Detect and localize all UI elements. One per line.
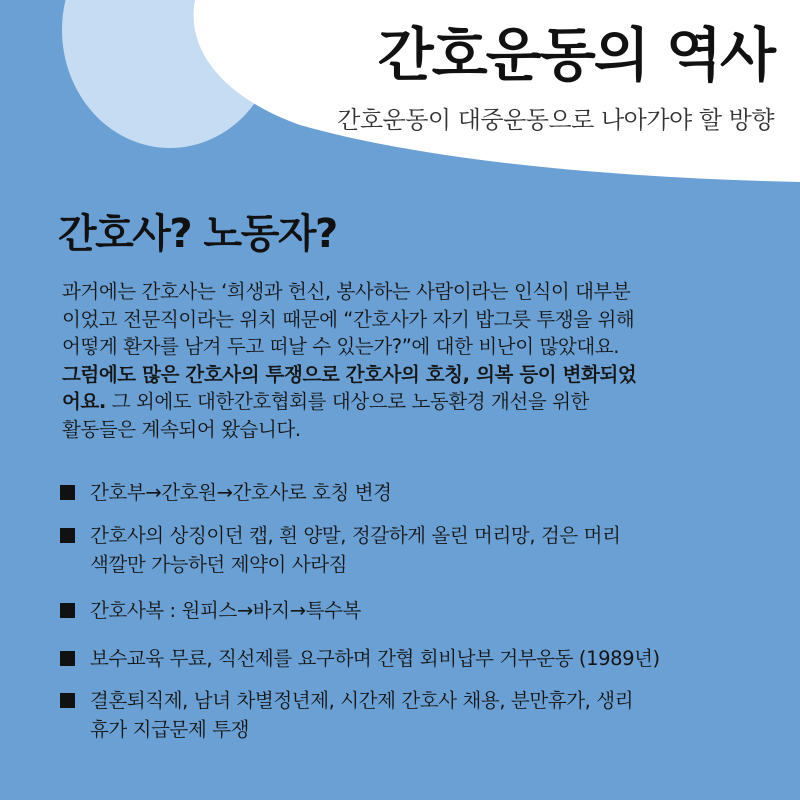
intro-line: 과거에는 간호사는 ‘희생과 헌신, 봉사하는 사람이라는 인식이 대부분	[62, 280, 631, 303]
section-heading: 간호사? 노동자?	[58, 211, 337, 257]
list-item-text	[90, 596, 361, 625]
page-title: 간호운동의 역사	[377, 21, 774, 89]
list-item-text	[90, 521, 621, 579]
intro-line	[62, 361, 738, 389]
list-item-text	[90, 644, 660, 673]
list-item-line: 보수교육 무료, 직선제를 요구하며 간협 회비납부 거부운동 (1989년)	[90, 647, 660, 670]
square-bullet-icon	[60, 603, 75, 618]
list-item-line: 간호부→간호원→간호사로 호칭 변경	[90, 481, 392, 504]
intro-line	[62, 388, 738, 416]
list-item-line: 결혼퇴직제, 남녀 차별정년제, 시간제 간호사 채용, 분만휴가, 생리	[90, 689, 634, 712]
square-bullet-icon	[60, 693, 75, 708]
intro-line: 이었고 전문직이라는 위치 때문에 “간호사가 자기 밥그릇 투쟁을 위해	[62, 307, 635, 331]
square-bullet-icon	[60, 651, 75, 666]
intro-line: 활동들은 계속되어 왔습니다.	[62, 417, 301, 441]
list-item-line: 휴가 지급문제 투쟁	[90, 718, 250, 741]
intro-paragraph	[62, 278, 738, 443]
intro-bold-text: 어요.	[62, 390, 106, 413]
list-item-text	[90, 478, 392, 507]
page-subtitle: 간호운동이 대중운동으로 나아가야 할 방향	[337, 106, 774, 134]
square-bullet-icon	[60, 485, 75, 500]
list-item-line: 간호사복 : 원피스→바지→특수복	[90, 599, 361, 622]
list-item-line: 간호사의 상징이던 캡, 흰 양말, 정갈하게 올린 머리망, 검은 머리	[90, 524, 621, 547]
list-item-line: 색깔만 가능하던 제약이 사라짐	[90, 553, 348, 576]
intro-bold-text: 그럼에도 많은 간호사의 투쟁으로 간호사의 호칭, 의복 등이 변화되었	[62, 362, 637, 386]
intro-line: 어떻게 환자를 남겨 두고 떠날 수 있는가?”에 대한 비난이 많았대요.	[62, 335, 619, 358]
intro-text: 그 외에도 대한간호협회를 대상으로 노동환경 개선을 위한	[105, 390, 589, 413]
square-bullet-icon	[60, 528, 75, 543]
list-item-text	[90, 686, 633, 744]
